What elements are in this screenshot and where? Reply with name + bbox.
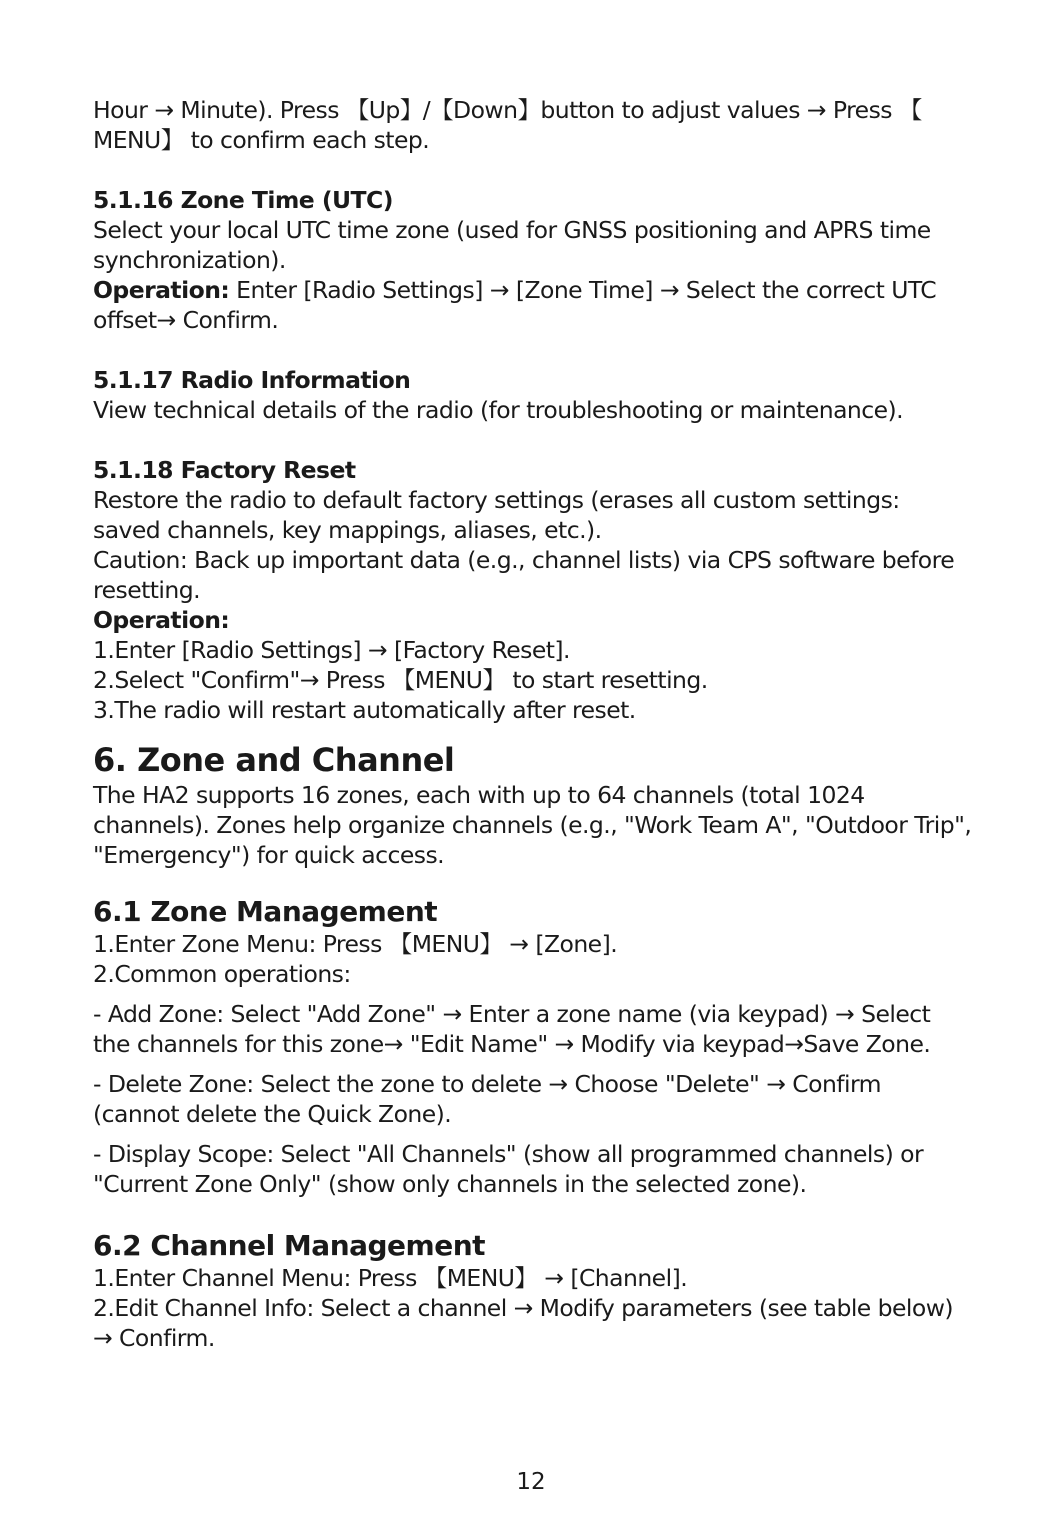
heading-6: 6. Zone and Channel [93, 741, 455, 779]
factory-reset-description: Restore the radio to default factory settings (erases all custom settings: saved channels, key mappings, aliases, etc.). [93, 486, 900, 544]
zone-channel-description: The HA2 supports 16 zones, each with up to 64 channels (total 1024 channels). Zones help organize channels (e.g., "Work Team A", "Outdoor Trip", "Emergency") for quick access. [93, 781, 972, 869]
zone-time-operation [93, 275, 973, 335]
zone-time-operation-text: Enter [Radio Settings] → [Zone Time] → Select the correct UTC offset→ Confirm. [93, 276, 937, 334]
heading-6-2: 6.2 Channel Management [93, 1229, 486, 1262]
heading-5-1-16: 5.1.16 Zone Time (UTC) [93, 186, 393, 214]
zone-time-description: Select your local UTC time zone (used for GNSS positioning and APRS time synchronization). [93, 216, 931, 274]
manual-page [93, 95, 973, 1353]
channel-step-1: 1.Enter Channel Menu: Press 【MENU】 → [Channel]. [93, 1264, 688, 1292]
operation-label: Operation: [93, 276, 230, 304]
continuation-line-2: MENU】 to confirm each step. [93, 126, 430, 154]
heading-6-1: 6.1 Zone Management [93, 895, 438, 928]
continuation-line-1: Hour → Minute). Press 【Up】/【Down】button to adjust values → Press 【 [93, 96, 922, 124]
channel-step-2: 2.Edit Channel Info: Select a channel → Modify parameters (see table below) → Confirm. [93, 1294, 953, 1352]
zone-step-1: 1.Enter Zone Menu: Press 【MENU】 → [Zone]. [93, 930, 618, 958]
operation-label: Operation: [93, 606, 230, 634]
radio-info-description: View technical details of the radio (for troubleshooting or maintenance). [93, 396, 904, 424]
zone-add-item: - Add Zone: Select "Add Zone" → Enter a zone name (via keypad) → Select the channels for this zone→ "Edit Name" → Modify via keypad→Save Zone. [93, 1000, 931, 1058]
zone-delete-item: - Delete Zone: Select the zone to delete → Choose "Delete" → Confirm (cannot delete the Quick Zone). [93, 1070, 882, 1128]
page-number: 12 [516, 1469, 546, 1495]
heading-5-1-17: 5.1.17 Radio Information [93, 366, 411, 394]
zone-scope-item: - Display Scope: Select "All Channels" (show all programmed channels) or "Current Zone Only" (show only channels in the selected zone). [93, 1140, 924, 1198]
factory-reset-step-1: 1.Enter [Radio Settings] → [Factory Reset]. [93, 636, 570, 664]
factory-reset-step-2: 2.Select "Confirm"→ Press 【MENU】 to start resetting. [93, 666, 708, 694]
heading-5-1-18: 5.1.18 Factory Reset [93, 456, 356, 484]
factory-reset-caution: Caution: Back up important data (e.g., channel lists) via CPS software before resetting. [93, 546, 955, 604]
continuation-text [93, 95, 973, 155]
factory-reset-operation-label [93, 605, 973, 635]
zone-step-2: 2.Common operations: [93, 960, 351, 988]
factory-reset-step-3: 3.The radio will restart automatically after reset. [93, 696, 636, 724]
